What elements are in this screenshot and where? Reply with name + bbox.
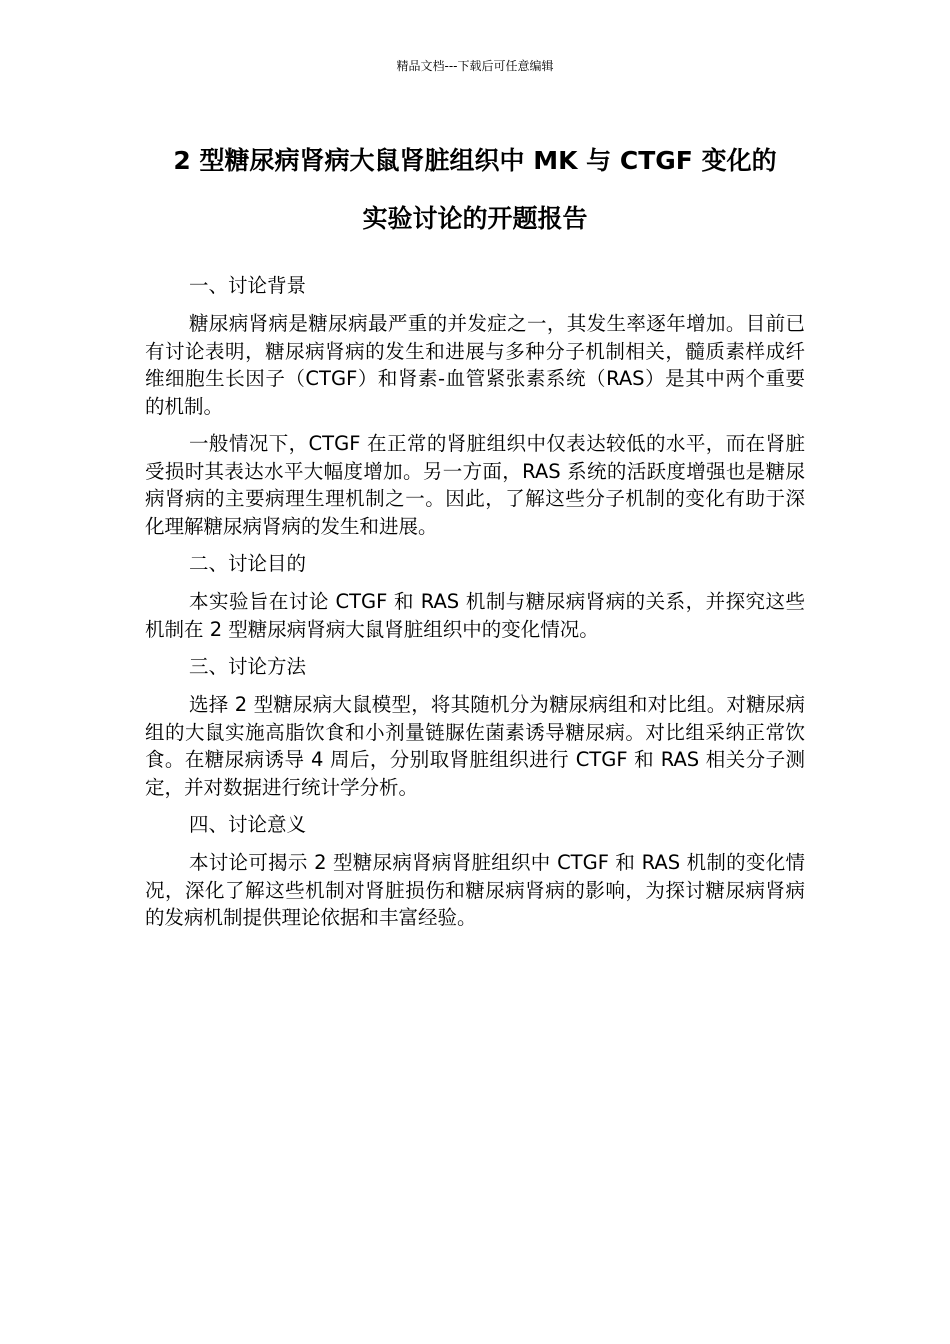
paragraph: 本实验旨在讨论 CTGF 和 RAS 机制与糖尿病肾病的关系，并探究这些机制在 2 型糖尿病肾病大鼠肾脏组织中的变化情况。 xyxy=(145,590,805,641)
paragraph: 选择 2 型糖尿病大鼠模型，将其随机分为糖尿病组和对比组。对糖尿病组的大鼠实施高脂饮食和小剂量链脲佐菌素诱导糖尿病。对比组采纳正常饮食。在糖尿病诱导 4 周后，分别取肾脏组织进行 CTGF 和 RAS 相关分子测定，并对数据进行统计学分析。 xyxy=(145,693,805,799)
paragraph: 本讨论可揭示 2 型糖尿病肾病肾脏组织中 CTGF 和 RAS 机制的变化情况，深化了解这些机制对肾脏损伤和糖尿病肾病的影响，为探讨糖尿病肾病的发病机制提供理论依据和丰富经验。 xyxy=(145,851,805,929)
document-body xyxy=(145,272,805,942)
section-background xyxy=(145,272,805,540)
paragraph: 糖尿病肾病是糖尿病最严重的并发症之一，其发生率逐年增加。目前已有讨论表明，糖尿病肾病的发生和进展与多种分子机制相关，髓质素样成纤维细胞生长因子（CTGF）和肾素-血管紧张素系统（RAS）是其中两个重要的机制。 xyxy=(145,312,805,418)
document-title-line-1: 2 型糖尿病肾病大鼠肾脏组织中 MK 与 CTGF 变化的 xyxy=(173,146,777,175)
document-title xyxy=(140,132,810,248)
section-methods xyxy=(145,653,805,801)
header-note: 精品文档---下载后可任意编辑 xyxy=(396,59,554,73)
section-significance xyxy=(145,811,805,932)
section-heading: 四、讨论意义 xyxy=(189,813,307,836)
section-objective xyxy=(145,550,805,643)
section-heading: 三、讨论方法 xyxy=(189,655,307,678)
document-title-line-2: 实验讨论的开题报告 xyxy=(362,204,588,233)
section-heading: 二、讨论目的 xyxy=(189,552,307,575)
paragraph: 一般情况下，CTGF 在正常的肾脏组织中仅表达较低的水平，而在肾脏受损时其表达水平大幅度增加。另一方面，RAS 系统的活跃度增强也是糖尿病肾病的主要病理生理机制之一。因此，了解这些分子机制的变化有助于深化理解糖尿病肾病的发生和进展。 xyxy=(145,432,805,538)
section-heading: 一、讨论背景 xyxy=(189,274,307,297)
